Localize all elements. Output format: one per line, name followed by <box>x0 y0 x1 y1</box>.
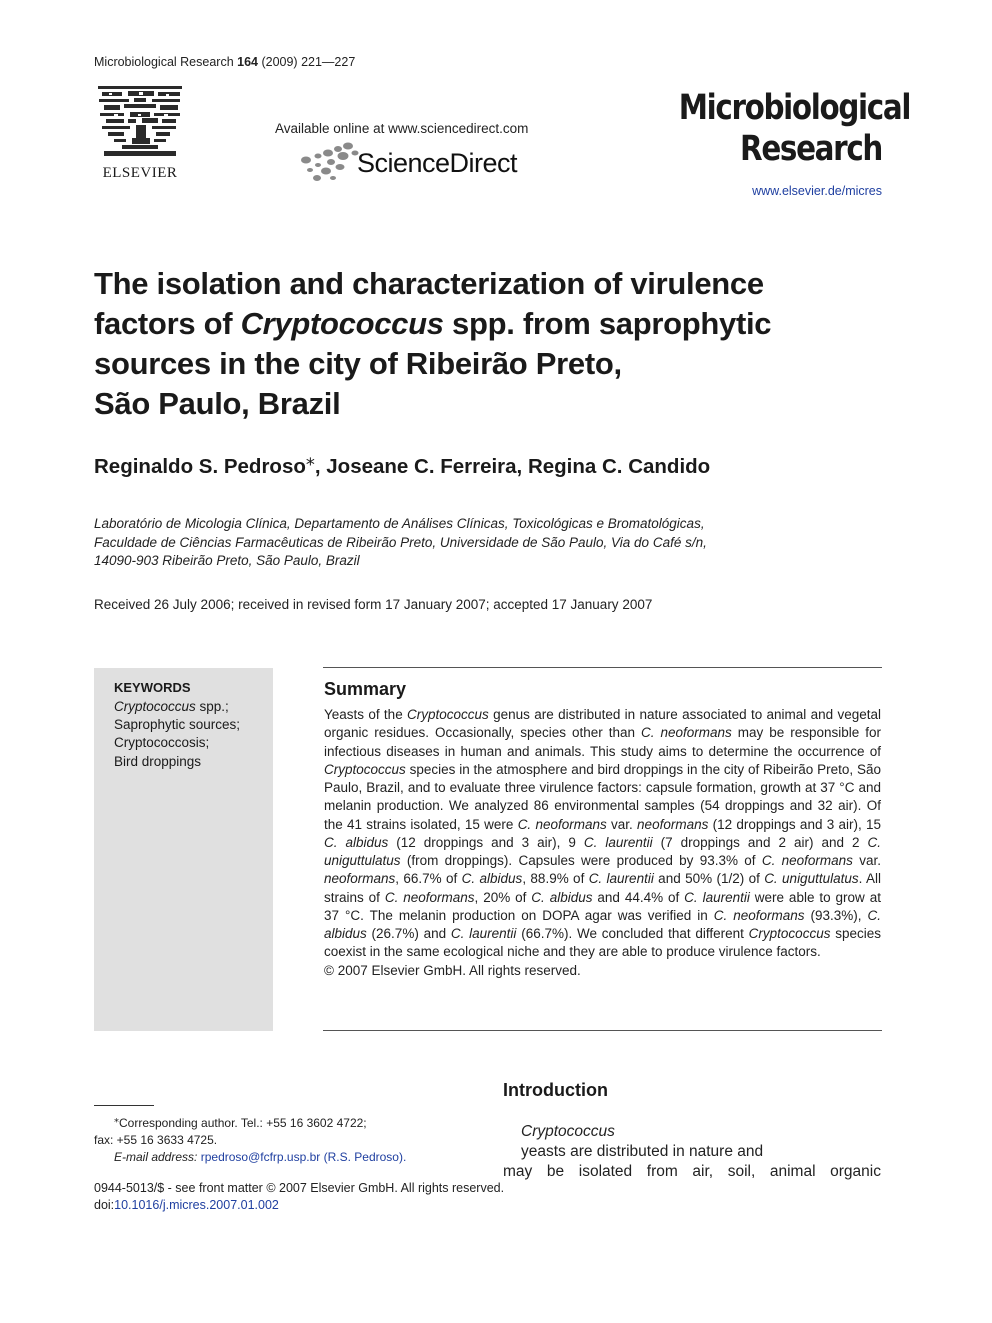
doi-label: doi: <box>94 1198 115 1212</box>
summary-text-run: (93.3%), <box>804 907 868 923</box>
summary-top-rule <box>323 667 882 668</box>
journal-year-pages: (2009) 221—227 <box>257 55 356 69</box>
author-list <box>94 449 710 479</box>
summary-text-run: may be responsible for infectious diseases in human and animals. This study aims to determine the occurrence of <box>324 725 881 759</box>
intro-line2: may be isolated from air, soil, animal organic <box>503 1163 881 1180</box>
footnote-email-line <box>94 1149 464 1166</box>
summary-text-run: and 50% (1/2) of <box>653 871 765 887</box>
summary-italic-run: C. uniguttulatus <box>324 834 881 868</box>
article-title <box>94 264 894 424</box>
journal-reference <box>94 55 355 69</box>
title-line1: The isolation and characterization of virulence <box>94 266 764 301</box>
email-link[interactable]: rpedroso@fcfrp.usp.br (R.S. Pedroso). <box>200 1150 407 1164</box>
summary-italic-run: C. laurentii <box>588 871 654 887</box>
affiliation-line3: 14090-903 Ribeirão Preto, São Paulo, Brazil <box>94 553 360 568</box>
elsevier-wordmark: ELSEVIER <box>102 165 178 181</box>
introduction-text <box>503 1122 881 1182</box>
keyword-item: Bird droppings <box>114 753 202 769</box>
keyword-item <box>114 698 240 716</box>
summary-text-run: species in the atmosphere and bird droppings in the city of Ribeirão Preto, São Paulo, Brazil, and to evaluate three virulence factors: capsule formation, growth at 37 °C and melanin production. We analyzed 86 environmental samples (54 droppings and 32 air). Of the 41 strains isolated, 15 were <box>324 761 881 832</box>
summary-abstract <box>324 706 881 980</box>
summary-italic-run: C. albidus <box>461 871 523 887</box>
summary-italic-run: C. albidus <box>531 889 593 905</box>
email-label: E-mail address: <box>114 1150 198 1164</box>
summary-italic-run: C. neoformans <box>517 816 607 832</box>
summary-italic-run: C. albidus <box>324 834 389 850</box>
introduction-heading: Introduction <box>503 1080 608 1100</box>
summary-text-run: Yeasts of the <box>324 707 408 722</box>
summary-italic-run: C. neoformans <box>641 725 732 741</box>
affiliation <box>94 515 894 571</box>
footnote-mark: ⁎ <box>114 1114 119 1125</box>
summary-text-run: (12 droppings and 3 air), 15 <box>708 816 882 832</box>
article-history-dates: Received 26 July 2006; received in revised form 17 January 2007; accepted 17 January 2007 <box>94 597 653 612</box>
corresponding-author-mark[interactable]: ⁎ <box>305 449 315 469</box>
summary-bottom-rule <box>323 1030 882 1031</box>
journal-name-line2: Research <box>740 129 882 169</box>
summary-italic-run: Cryptococcus <box>748 926 831 941</box>
intro-line1 <box>503 1122 881 1162</box>
affiliation-line1: Laboratório de Micologia Clínica, Departamento de Análises Clínicas, Toxicológicas e Bromatológicas, <box>94 516 705 531</box>
footnote-fax: fax: +55 16 3633 4725. <box>94 1133 218 1147</box>
keyword-item: Cryptococcosis; <box>114 735 210 751</box>
summary-italic-run: C. neoformans <box>713 907 805 923</box>
keyword-item1-rest: spp.; <box>195 699 229 714</box>
keywords-heading: KEYWORDS <box>114 680 191 695</box>
journal-volume: 164 <box>237 55 258 69</box>
author-pedroso: Reginaldo S. Pedroso <box>94 454 306 478</box>
summary-text-run: (7 droppings and 2 air) and 2 <box>652 834 868 850</box>
footnote-rule <box>94 1105 154 1106</box>
title-line2 <box>94 304 894 344</box>
doi-line <box>94 1198 279 1212</box>
available-online-text: Available online at www.sciencedirect.com <box>275 121 529 136</box>
summary-text-run: var. <box>852 853 881 868</box>
summary-text-run: (12 droppings and 3 air), 9 <box>388 834 584 850</box>
summary-text-run: , 88.9% of <box>522 871 589 887</box>
summary-italic-run: neoformans <box>637 816 709 832</box>
summary-text-run: , 66.7% of <box>395 871 462 887</box>
summary-text-run: (66.7%). We concluded that different <box>516 926 749 941</box>
summary-italic-run: neoformans <box>324 871 396 887</box>
summary-text-run: were able to grow at 37 °C. The melanin production on DOPA agar was verified in <box>324 889 881 923</box>
summary-italic-run: Cryptococcus <box>407 707 489 722</box>
journal-name <box>678 88 911 170</box>
summary-text-run: . All strains of <box>324 871 881 905</box>
title-line2-pre: factors of <box>94 306 241 341</box>
journal-url-link[interactable]: www.elsevier.de/micres <box>752 184 882 198</box>
title-line2-post: spp. from saprophytic <box>443 306 772 341</box>
keyword-genus: Cryptococcus <box>114 699 196 714</box>
summary-italic-run: C. neoformans <box>384 889 475 905</box>
summary-text-run: var. <box>606 816 638 832</box>
affiliation-line2: Faculdade de Ciências Farmacêuticas de Ribeirão Preto, Universidade de São Paulo, Via do Café s/n, <box>94 534 707 550</box>
summary-text-run: (from droppings). Capsules were produced by 93.3% of <box>400 853 762 868</box>
summary-italic-run: C. uniguttulatus <box>764 871 859 887</box>
journal-ref-name: Microbiological Research <box>94 55 238 69</box>
other-authors: , Joseane C. Ferreira, Regina C. Candido <box>314 454 711 478</box>
summary-copyright: © 2007 Elsevier GmbH. All rights reserved. <box>324 962 581 978</box>
summary-heading: Summary <box>324 679 407 699</box>
footnote-line1 <box>94 1111 464 1132</box>
title-line4: São Paulo, Brazil <box>94 386 341 421</box>
intro-line1-rest: yeasts are distributed in nature and <box>521 1143 764 1160</box>
summary-italic-run: C. neoformans <box>761 853 853 868</box>
summary-text-run: (26.7%) and <box>366 926 451 941</box>
footnote-phone: Corresponding author. Tel.: +55 16 3602 4722; <box>119 1116 367 1130</box>
journal-name-line1: Microbiological <box>678 88 911 128</box>
summary-italic-run: C. laurentii <box>450 926 517 941</box>
intro-genus: Cryptococcus <box>521 1123 615 1140</box>
summary-italic-run: C. laurentii <box>583 834 653 850</box>
sciencedirect-wordmark: ScienceDirect <box>357 148 518 178</box>
summary-text-run: genus are distributed in nature associated to animal and vegetal organic residues. Occasionally, species other than <box>324 707 882 741</box>
sciencedirect-dots-icon <box>298 140 360 184</box>
doi-link[interactable]: 10.1016/j.micres.2007.01.002 <box>114 1198 279 1212</box>
summary-italic-run: Cryptococcus <box>324 761 406 777</box>
front-matter-copyright: 0944-5013/$ - see front matter © 2007 Elsevier GmbH. All rights reserved. <box>94 1181 505 1195</box>
summary-text-run: , 20% of <box>474 889 532 905</box>
title-genus: Cryptococcus <box>240 306 444 341</box>
summary-italic-run: C. laurentii <box>684 889 750 905</box>
title-line3: sources in the city of Ribeirão Preto, <box>94 346 622 381</box>
summary-text-run: and 44.4% of <box>592 889 685 905</box>
keyword-item: Saprophytic sources; <box>114 717 241 733</box>
keywords-list <box>114 698 240 771</box>
summary-text-run: species coexist in the same ecological niche and they are able to produce virulence factors. <box>324 926 881 960</box>
summary-italic-run: C. albidus <box>324 907 881 941</box>
corresponding-author-footnote <box>94 1111 464 1166</box>
